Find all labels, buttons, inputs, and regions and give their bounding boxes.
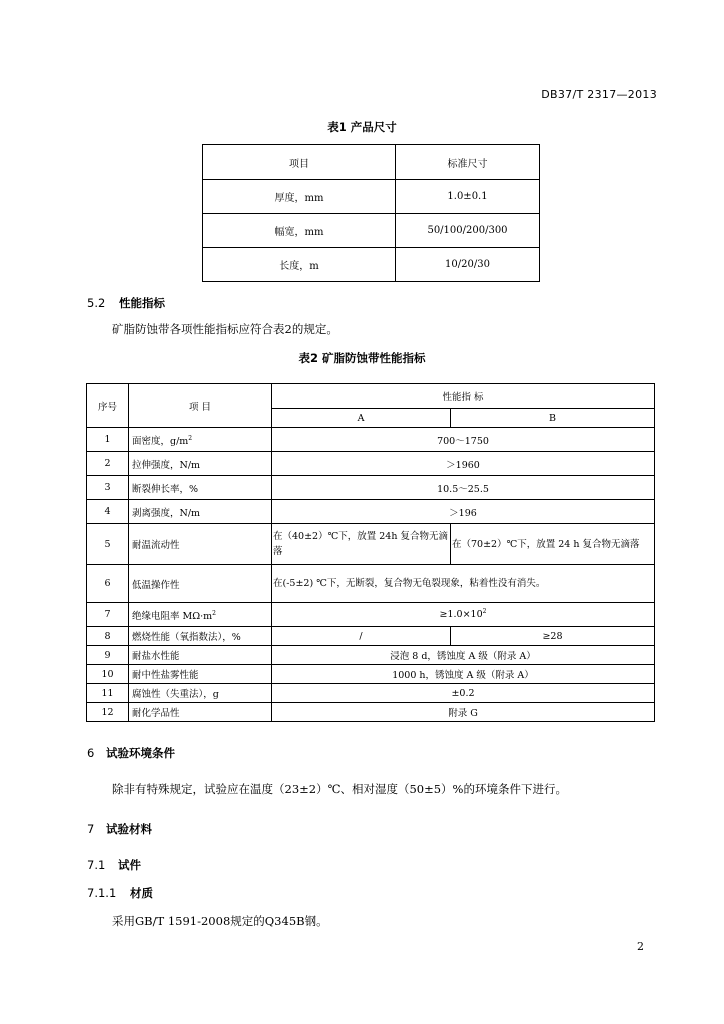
table-row (203, 214, 540, 248)
row-value: ＞196 (272, 500, 655, 524)
section-7-1-1-heading (87, 885, 153, 901)
table-header-row (87, 384, 655, 409)
row-value: 在(-5±2) ℃下，无断裂，复合物无龟裂现象，粘着性没有消失。 (272, 565, 655, 603)
row-number: 6 (87, 565, 129, 603)
header-col-b: B (451, 409, 655, 428)
section-title: 试件 (118, 858, 141, 872)
header-cell: 项目 (203, 145, 396, 180)
table-row (87, 684, 655, 703)
row-value-text: ≥1.0×10 (439, 609, 483, 621)
row-number: 8 (87, 627, 129, 646)
row-value (272, 603, 655, 627)
row-number: 11 (87, 684, 129, 703)
table-cell: 1.0±0.1 (396, 180, 540, 214)
row-number: 3 (87, 476, 129, 500)
performance-table (86, 383, 655, 722)
row-value: 1000 h，锈蚀度 A 级（附录 A） (272, 665, 655, 684)
section-title: 试验环境条件 (106, 746, 175, 760)
section-title: 性能指标 (119, 296, 165, 310)
row-number: 5 (87, 524, 129, 565)
table-cell: 长度，m (203, 248, 396, 282)
row-item: 耐中性盐雾性能 (129, 665, 272, 684)
section-5-2-heading (87, 295, 165, 311)
table-cell: 50/100/200/300 (396, 214, 540, 248)
table-row (87, 428, 655, 452)
row-item: 燃烧性能（氧指数法），% (129, 627, 272, 646)
section-number: 5.2 (87, 296, 106, 310)
section-number: 6 (87, 746, 95, 760)
row-number: 4 (87, 500, 129, 524)
row-item: 拉伸强度，N/m (129, 452, 272, 476)
row-number: 12 (87, 703, 129, 722)
row-item (129, 428, 272, 452)
table-row (87, 646, 655, 665)
row-number: 7 (87, 603, 129, 627)
row-value-b: ≥28 (451, 627, 655, 646)
row-item: 低温操作性 (129, 565, 272, 603)
row-value: 浸泡 8 d，锈蚀度 A 级（附录 A） (272, 646, 655, 665)
header-col-a: A (272, 409, 451, 428)
table-row (87, 665, 655, 684)
row-value-b: 在（70±2）℃下，放置 24 h 复合物无滴落 (451, 524, 655, 565)
row-item: 腐蚀性（失重法），g (129, 684, 272, 703)
header-seq: 序号 (87, 384, 129, 428)
table-row (203, 248, 540, 282)
row-value: ±0.2 (272, 684, 655, 703)
section-title: 试验材料 (106, 822, 152, 836)
row-item: 耐温流动性 (129, 524, 272, 565)
section-7-1-heading (87, 857, 141, 873)
row-number: 2 (87, 452, 129, 476)
table1-caption: 表1 产品尺寸 (327, 120, 397, 134)
section-number: 7.1 (87, 858, 106, 872)
row-item: 剥离强度，N/m (129, 500, 272, 524)
document-code: DB37/T 2317—2013 (541, 88, 657, 101)
table-row (87, 703, 655, 722)
table-row (87, 524, 655, 565)
section-title: 材质 (130, 886, 153, 900)
table-cell: 厚度，mm (203, 180, 396, 214)
table-row (203, 180, 540, 214)
row-value-a: 在（40±2）℃下，放置 24h 复合物无滴落 (272, 524, 451, 565)
table-row (87, 627, 655, 646)
row-item: 断裂伸长率，% (129, 476, 272, 500)
row-item-text: 面密度，g/m (132, 435, 189, 447)
header-performance: 性能指 标 (272, 384, 655, 409)
row-value-a: / (272, 627, 451, 646)
table-row (87, 476, 655, 500)
page-number: 2 (637, 940, 644, 953)
row-item-text: 绝缘电阻率 MΩ·m (132, 610, 213, 622)
row-item: 耐化学品性 (129, 703, 272, 722)
table-row (87, 452, 655, 476)
row-value: 附录 G (272, 703, 655, 722)
row-item: 耐盐水性能 (129, 646, 272, 665)
header-item: 项 目 (129, 384, 272, 428)
table-row (87, 603, 655, 627)
table2-caption: 表2 矿脂防蚀带性能指标 (298, 351, 426, 365)
section-6-heading (87, 745, 175, 761)
row-number: 1 (87, 428, 129, 452)
product-size-table (202, 144, 540, 282)
row-item (129, 603, 272, 627)
superscript: 2 (482, 608, 487, 616)
row-number: 9 (87, 646, 129, 665)
table-header-row (203, 145, 540, 180)
section-6-text: 除非有特殊规定，试验应在温度（23±2）℃、相对湿度（50±5）%的环境条件下进行。 (112, 782, 567, 796)
section-number: 7 (87, 822, 95, 836)
section-7-1-1-text: 采用GB/T 1591-2008规定的Q345B钢。 (112, 914, 328, 928)
row-value: 700～1750 (272, 428, 655, 452)
row-number: 10 (87, 665, 129, 684)
table-row (87, 500, 655, 524)
table-cell: 幅宽，mm (203, 214, 396, 248)
section-number: 7.1.1 (87, 886, 117, 900)
table-cell: 10/20/30 (396, 248, 540, 282)
row-value: 10.5～25.5 (272, 476, 655, 500)
row-value: ＞1960 (272, 452, 655, 476)
superscript: 2 (212, 609, 216, 617)
section-5-2-text: 矿脂防蚀带各项性能指标应符合表2的规定。 (112, 322, 338, 336)
superscript: 2 (188, 434, 193, 442)
table-row (87, 565, 655, 603)
header-cell: 标准尺寸 (396, 145, 540, 180)
section-7-heading (87, 821, 152, 837)
